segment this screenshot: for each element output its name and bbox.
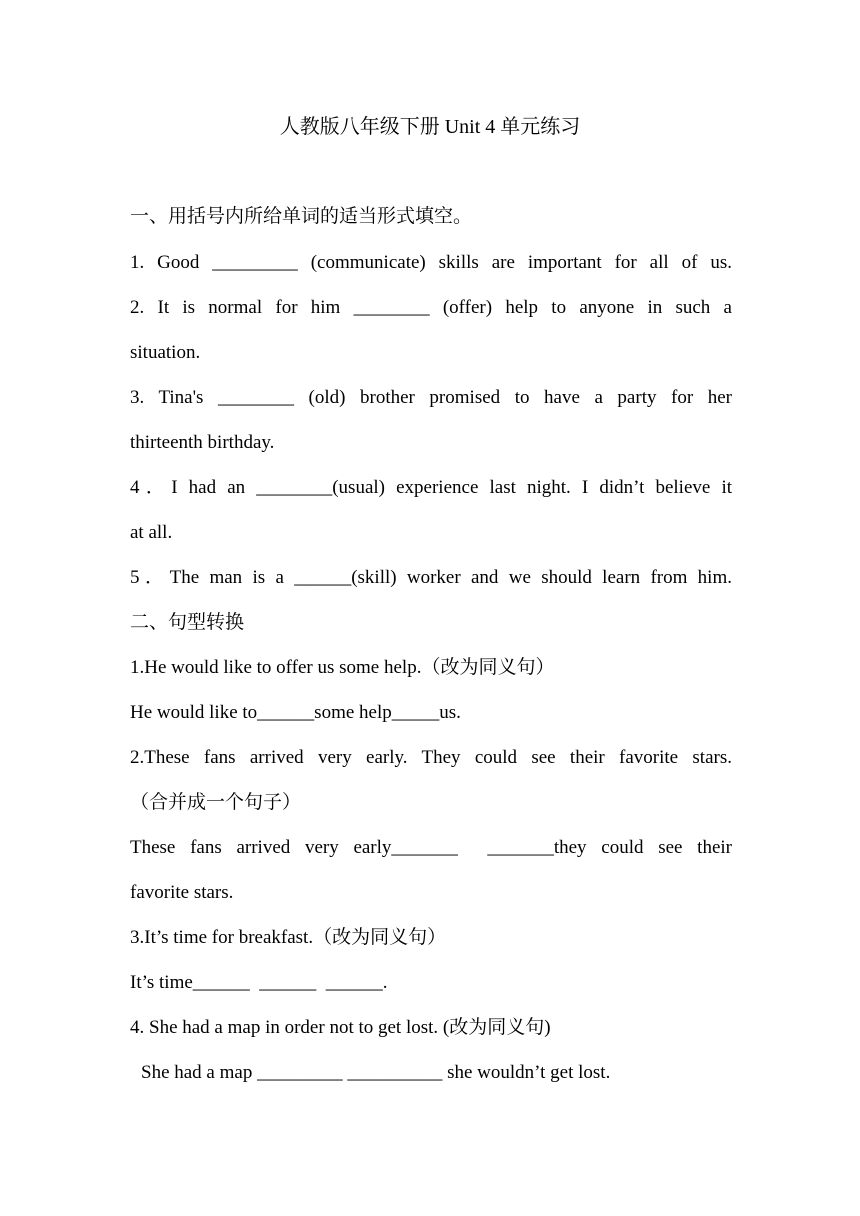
transform-answer-1: He would like to______some help_____us.: [130, 702, 461, 723]
fill-blank-item-2: 2. It is normal for him ________ (offer) help to anyone in such a: [130, 297, 732, 318]
fill-blank-item-4: 4．I had an ________(usual) experience last night. I didn’t believe it: [130, 477, 732, 498]
fill-blank-item-5: 5．The man is a ______(skill) worker and we should learn from him.: [130, 567, 732, 588]
transform-question-4: 4. She had a map in order not to get lost. (改为同义句): [130, 1017, 551, 1038]
section-heading-sentence-transform: 二、句型转换: [130, 612, 245, 633]
transform-answer-4: She had a map _________ __________ she wouldn’t get lost.: [141, 1062, 611, 1083]
fill-blank-item-4-cont: at all.: [130, 522, 173, 543]
transform-question-1: 1.He would like to offer us some help.（改为同义句）: [130, 657, 555, 678]
transform-answer-3: It’s time______ ______ ______.: [130, 972, 388, 993]
transform-question-2-cont: （合并成一个句子）: [130, 792, 302, 813]
fill-blank-item-2-cont: situation.: [130, 342, 201, 363]
fill-blank-item-1: 1. Good _________ (communicate) skills are important for all of us.: [130, 252, 732, 273]
fill-blank-item-3-cont: thirteenth birthday.: [130, 432, 275, 453]
section-heading-fill-blanks: 一、用括号内所给单词的适当形式填空。: [130, 206, 473, 227]
fill-blank-item-3: 3. Tina's ________ (old) brother promised to have a party for her: [130, 387, 732, 408]
document-title: 人教版八年级下册 Unit 4 单元练习: [279, 116, 581, 138]
transform-question-3: 3.It’s time for breakfast.（改为同义句）: [130, 927, 447, 948]
transform-answer-2-cont: favorite stars.: [130, 882, 234, 903]
transform-question-2: 2.These fans arrived very early. They could see their favorite stars.: [130, 747, 732, 768]
transform-answer-2: These fans arrived very early_______ _______they could see their: [130, 837, 732, 858]
